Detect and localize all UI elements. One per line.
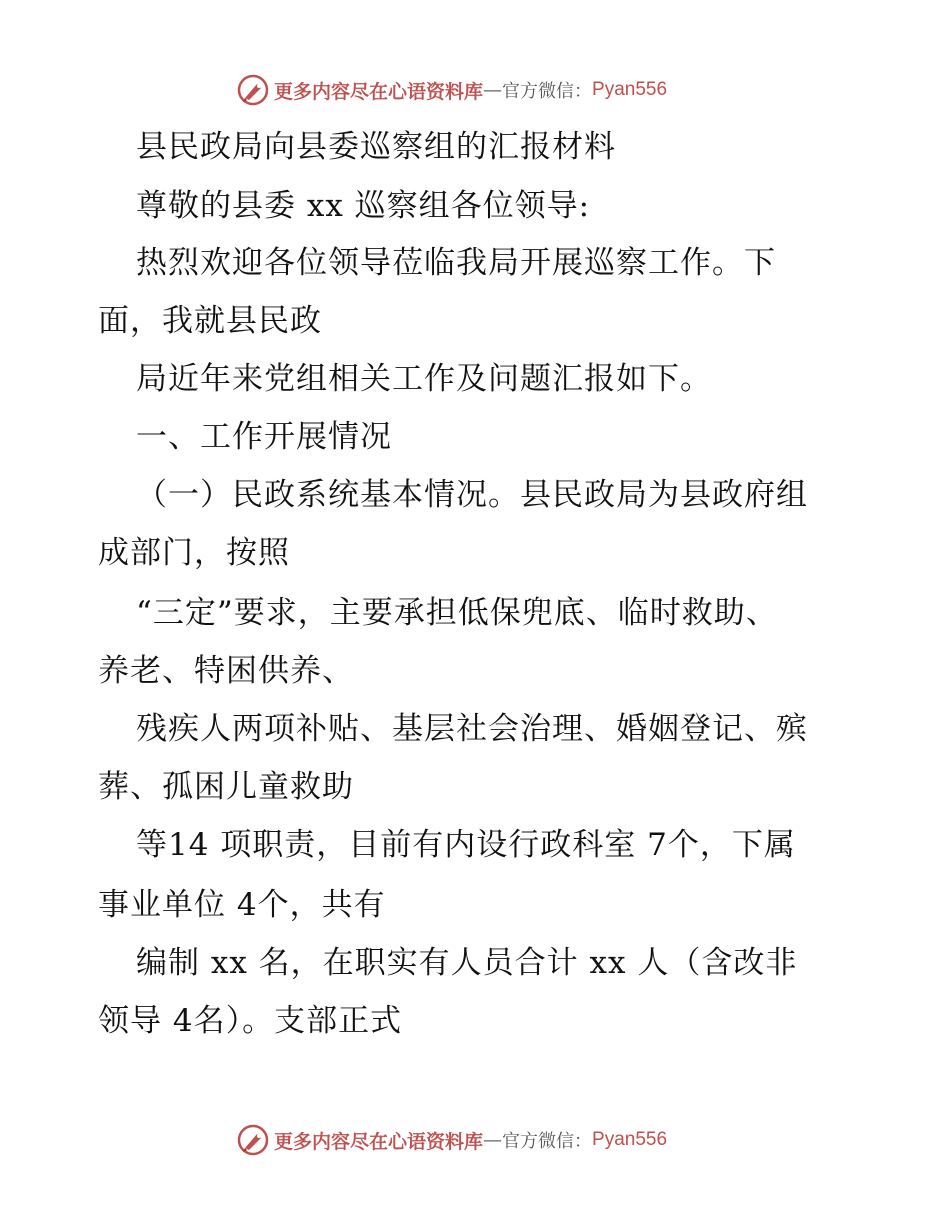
watermark-wechat-label: 官方微信： (502, 81, 593, 102)
body-line: 葬、孤困儿童救助 (98, 769, 354, 805)
body-line: 局近年来党组相关工作及问题汇报如下。 (136, 361, 712, 397)
pen-logo-icon (236, 73, 270, 107)
pen-logo-icon (236, 1123, 270, 1157)
salutation: 尊敬的县委 xx 巡察组各位领导: (136, 188, 591, 224)
header-watermark (236, 72, 667, 108)
watermark-wechat-id: Pyan556 (592, 1129, 668, 1150)
body-line: 面，我就县民政 (98, 303, 322, 339)
body-line: 编制 xx 名，在职实有人员合计 xx 人（含改非 (136, 945, 798, 981)
body-line: 领导 4名）。支部正式 (98, 1003, 403, 1039)
watermark-wechat-label: 官方微信： (502, 1131, 593, 1152)
body-line: （一）民政系统基本情况。县民政局为县政府组 (136, 477, 808, 513)
watermark-text: 更多内容尽在心语资料库 (274, 80, 484, 103)
footer-watermark (236, 1122, 667, 1158)
body-line: 残疾人两项补贴、基层社会治理、婚姻登记、殡 (136, 711, 808, 747)
document-title: 县民政局向县委巡察组的汇报材料 (136, 129, 616, 165)
body-line: “三定”要求，主要承担低保兜底、临时救助、 (136, 595, 778, 631)
body-line: 热烈欢迎各位领导莅临我局开展巡察工作。下 (136, 245, 776, 281)
watermark-text: 更多内容尽在心语资料库 (274, 1130, 484, 1153)
body-line: 等14 项职责，目前有内设行政科室 7个，下属 (136, 827, 796, 863)
watermark-separator: — (483, 1129, 503, 1151)
body-line: 事业单位 4个，共有 (98, 887, 386, 923)
body-line: 成部门，按照 (98, 535, 290, 571)
watermark-wechat-id: Pyan556 (592, 79, 668, 100)
body-line: 养老、特困供养、 (98, 653, 354, 689)
section-heading: 一、工作开展情况 (136, 419, 392, 455)
watermark-separator: — (483, 79, 503, 101)
